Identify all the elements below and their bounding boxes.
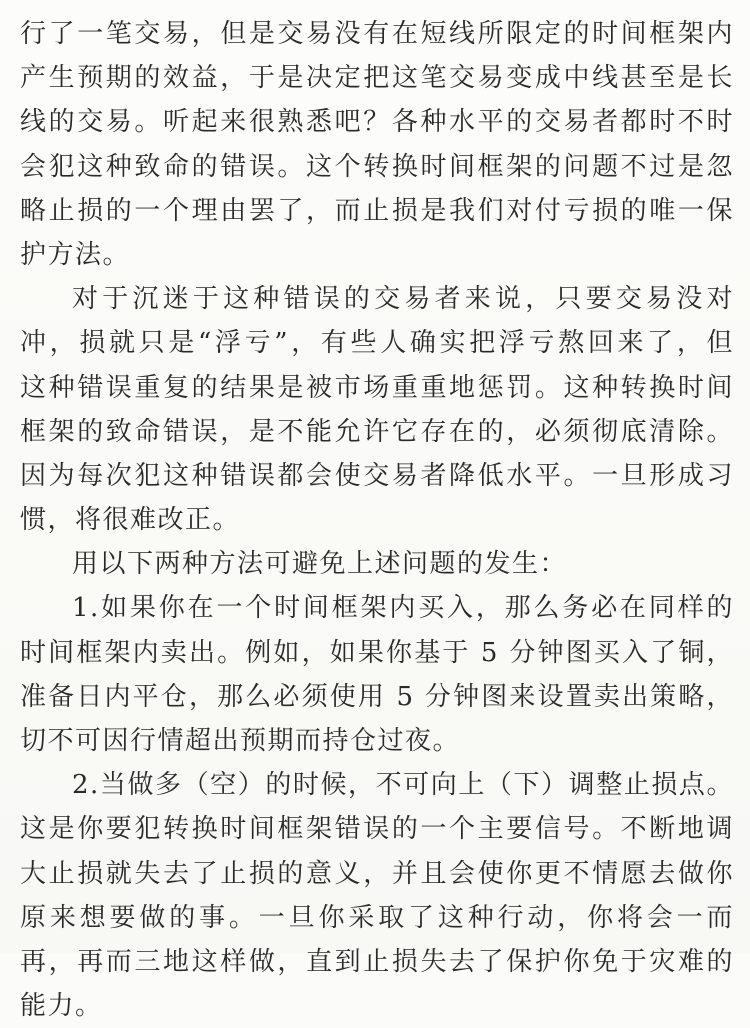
- text-line: 框架的致命错误，是不能允许它存在的，必须彻底清除。: [20, 416, 734, 447]
- text-line: 会犯这种致命的错误。这个转换时间框架的问题不过是忽: [20, 151, 734, 182]
- text-line: 对于沉迷于这种错误的交易者来说，只要交易没对: [72, 284, 734, 315]
- paragraph: [20, 763, 734, 1028]
- text-line: 略止损的一个理由罢了，而止损是我们对付亏损的唯一保: [20, 195, 734, 226]
- text-line: 准备日内平仓，那么必须使用 5 分钟图来设置卖出策略，: [20, 681, 734, 712]
- text-line: 1.如果你在一个时间框架内买入，那么务必在同样的: [72, 593, 734, 624]
- text-line: 护方法。: [20, 239, 131, 270]
- paragraph: [20, 277, 734, 542]
- paragraph: [20, 586, 734, 763]
- text-line: 这是你要犯转换时间框架错误的一个主要信号。不断地调: [20, 814, 734, 845]
- paragraph: [20, 542, 734, 586]
- body-text: [20, 12, 734, 1028]
- text-line: 线的交易。听起来很熟悉吧？各种水平的交易者都时不时: [20, 107, 734, 138]
- text-line: 惯，将很难改正。: [20, 505, 241, 536]
- text-line: 产生预期的效益，于是决定把这笔交易变成中线甚至是长: [20, 63, 734, 94]
- text-line: 切不可因行情超出预期而持仓过夜。: [20, 726, 461, 756]
- text-line: 因为每次犯这种错误都会使交易者降低水平。一旦形成习: [20, 460, 734, 491]
- paragraph: [20, 12, 734, 277]
- text-line: 这种错误重复的结果是被市场重重地惩罚。这种转换时间: [20, 372, 734, 403]
- text-line: 原来想要做的事。一旦你采取了这种行动，你将会一而: [20, 902, 734, 933]
- text-line: 冲，损就只是“浮亏”，有些人确实把浮亏熬回来了，但: [20, 328, 734, 359]
- text-line: 2.当做多（空）的时候，不可向上（下）调整止损点。: [72, 770, 734, 801]
- text-line: 用以下两种方法可避免上述问题的发生：: [72, 549, 568, 580]
- text-line: 大止损就失去了止损的意义，并且会使你更不情愿去做你: [20, 858, 734, 889]
- text-line: 行了一笔交易，但是交易没有在短线所限定的时间框架内: [20, 19, 734, 49]
- text-line: 能力。: [20, 991, 103, 1022]
- text-line: 时间框架内卖出。例如，如果你基于 5 分钟图买入了铜，: [20, 637, 734, 668]
- text-line: 再，再而三地这样做，直到止损失去了保护你免于灾难的: [20, 946, 734, 977]
